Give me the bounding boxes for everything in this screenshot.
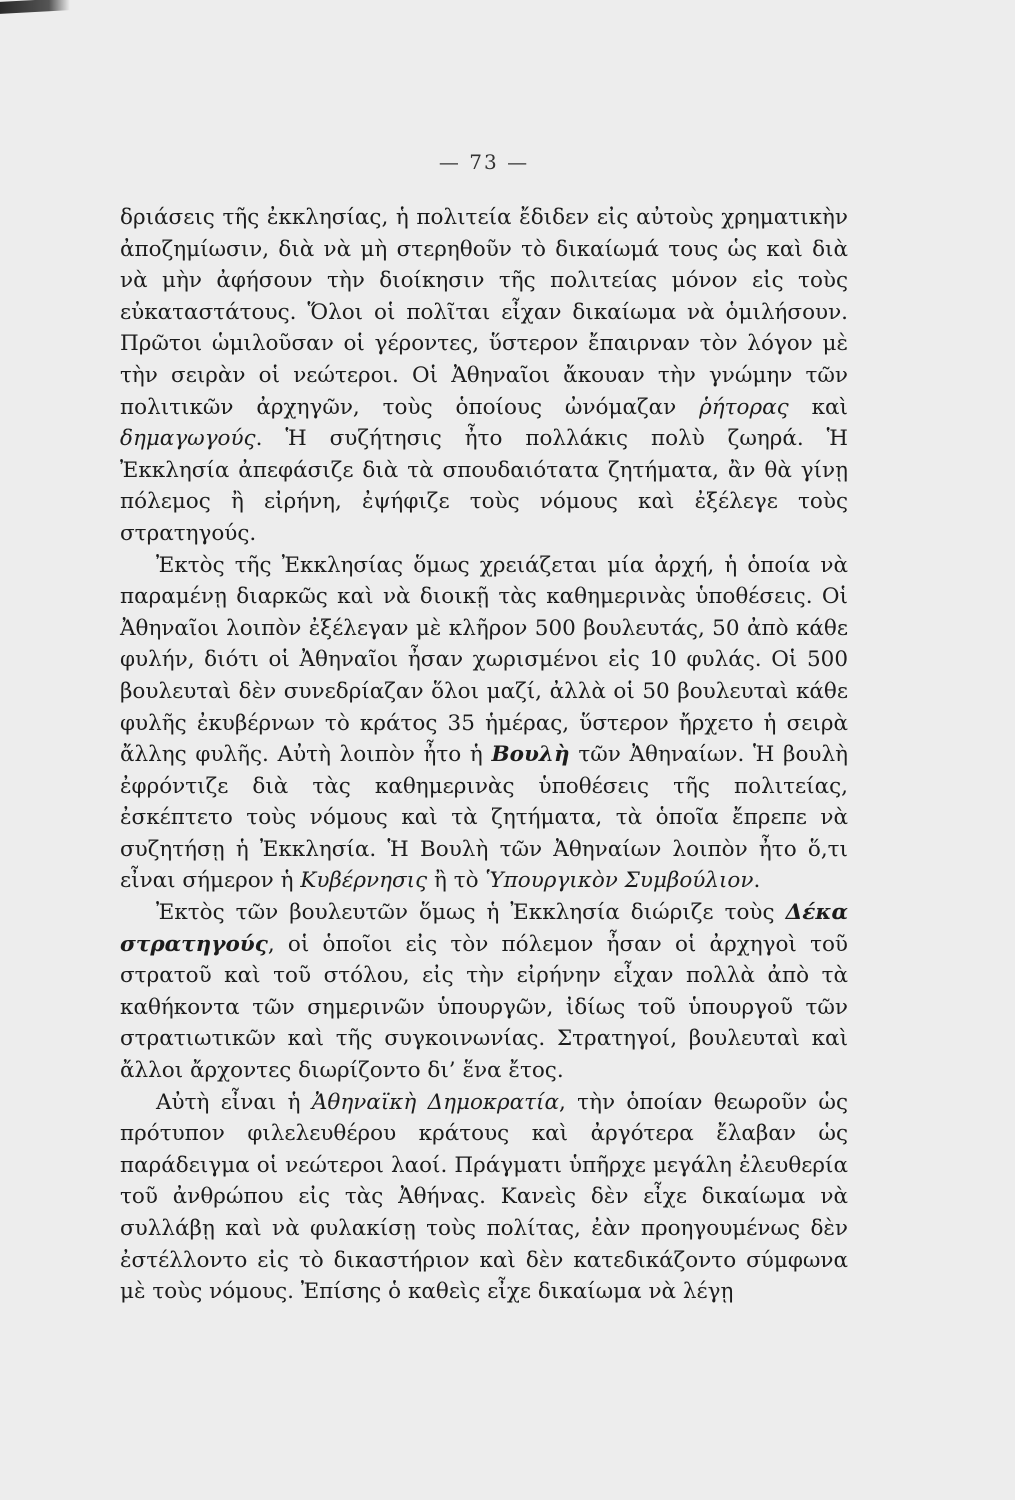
text-run: . Ἡ συζήτησις ἦτο πολλάκις πολὺ ζωηρά. Ἡ Ἐκκλησία ἀπεφάσιζε διὰ τὰ σπουδαιότατα ζητήματα, ἂν θὰ γίνῃ πόλεμος ἢ εἰρήνη, ἐψήφιζε τοὺς νόμους καὶ ἐξέλεγε τοὺς στρατηγούς. [120,426,848,546]
paragraph-3 [120,897,848,1087]
text-run: . [753,868,761,894]
scan-edge-mark [0,0,70,14]
text-run: τῶν Ἀθηναίων. Ἡ βουλὴ ἐφρόντιζε διὰ τὰς καθημερινὰς ὑποθέσεις τῆς πολιτείας, ἐσκέπτετο τοὺς νόμους καὶ τὰ ζητήματα, τὰ ὁποῖα ἔπρεπε νὰ συζητήσῃ ἡ Ἐκκλησία. Ἡ Βουλὴ τῶν Ἀθηναίων λοιπὸν ἦτο ὅ,τι εἶναι σήμερον ἡ [120,742,848,894]
text-run: ἢ τὸ [427,868,486,894]
emphasized-text: Δέκα στρατηγούς [120,900,848,957]
emphasized-text: Ὑπουργικὸν Συμβούλιον [485,868,754,894]
emphasized-text: Κυβέρνησις [300,868,428,894]
emphasized-text: δημαγωγούς [120,426,256,452]
paragraph-2 [120,550,848,898]
text-run: , οἱ ὁποῖοι εἰς τὸν πόλεμον ἦσαν οἱ ἀρχηγοὶ τοῦ στρατοῦ καὶ τοῦ στόλου, εἰς τὴν εἰρήνην εἶχαν πολλὰ ἀπὸ τὰ καθήκοντα τῶν σημερινῶν ὑπουργῶν, ἰδίως τοῦ ὑπουργοῦ τῶν στρατιωτικῶν καὶ τῆς συγκοινωνίας. Στρατηγοί, βουλευταὶ καὶ ἄλλοι ἄρχοντες διωρίζοντο δι’ ἕνα ἔτος. [120,931,848,1084]
body-text [120,202,848,1308]
text-run: δριάσεις τῆς ἐκκλησίας, ἡ πολιτεία ἔδιδεν εἰς αὐτοὺς χρηματικὴν ἀποζημίωσιν, διὰ νὰ μὴ στερηθοῦν τὸ δικαίωμά τους ὡς καὶ διὰ νὰ μὴν ἀφήσουν τὴν διοίκησιν τῆς πολιτείας μόνον εἰς τοὺς εὐκαταστάτους. Ὅλοι οἱ πολῖται εἶχαν δικαίωμα νὰ ὁμιλήσουν. Πρῶτοι ὡμιλοῦσαν οἱ γέροντες, ὕστερον ἔπαιρναν τὸν λόγον μὲ τὴν σειρὰν οἱ νεώτεροι. Οἱ Ἀθηναῖοι ἄκουαν τὴν γνώμην τῶν πολιτικῶν ἀρχηγῶν, τοὺς ὁποίους ὠνόμαζαν [120,205,848,420]
text-run: , τὴν ὁποίαν θεωροῦν ὡς πρότυπον φιλελευθέρου κράτους καὶ ἀργότερα ἔλαβαν ὡς παράδειγμα οἱ νεώτεροι λαοί. Πράγματι ὑπῆρχε μεγάλη ἐλευθερία τοῦ ἀνθρώπου εἰς τὰς Ἀθήνας. Κανεὶς δὲν εἶχε δικαίωμα νὰ συλλάβῃ καὶ νὰ φυλακίσῃ τοὺς πολίτας, ἐὰν προηγουμένως δὲν ἐστέλλοντο εἰς τὸ δικαστήριον καὶ δὲν κατεδικάζοντο σύμφωνα μὲ τοὺς νόμους. Ἐπίσης ὁ καθεὶς εἶχε δικαίωμα νὰ λέγῃ [120,1089,848,1305]
text-run: Αὐτὴ εἶναι ἡ [156,1089,312,1115]
text-run: Ἐκτὸς τῶν βουλευτῶν ὅμως ἡ Ἐκκλησία διώριζε τοὺς [156,900,786,926]
paragraph-1 [120,202,848,550]
book-page [120,150,848,1308]
page-number: — 73 — [438,150,530,174]
emphasized-text: ῥήτορας [699,394,789,420]
emphasized-text: Βουλὴ [491,742,570,768]
emphasized-text: Ἀθηναϊκὴ Δημοκρατία [311,1089,559,1115]
text-run: καὶ [788,394,848,420]
paragraph-4 [120,1087,848,1308]
text-run: Ἐκτὸς τῆς Ἐκκλησίας ὅμως χρειάζεται μία ἀρχή, ἡ ὁποία νὰ παραμένῃ διαρκῶς καὶ νὰ διοικῇ τὰς καθημερινὰς ὑποθέσεις. Οἱ Ἀθηναῖοι λοιπὸν ἐξέλεγαν μὲ κλῆρον 500 βουλευτάς, 50 ἀπὸ κάθε φυλήν, διότι οἱ Ἀθηναῖοι ἦσαν χωρισμένοι εἰς 10 φυλάς. Οἱ 500 βουλευταὶ δὲν συνεδρίαζαν ὅλοι μαζί, ἀλλὰ οἱ 50 βουλευταὶ κάθε φυλῆς ἐκυβέρνων τὸ κράτος 35 ἡμέρας, ὕστερον ἤρχετο ἡ σειρὰ ἄλλης φυλῆς. Αὐτὴ λοιπὸν ἦτο ἡ [120,552,848,768]
